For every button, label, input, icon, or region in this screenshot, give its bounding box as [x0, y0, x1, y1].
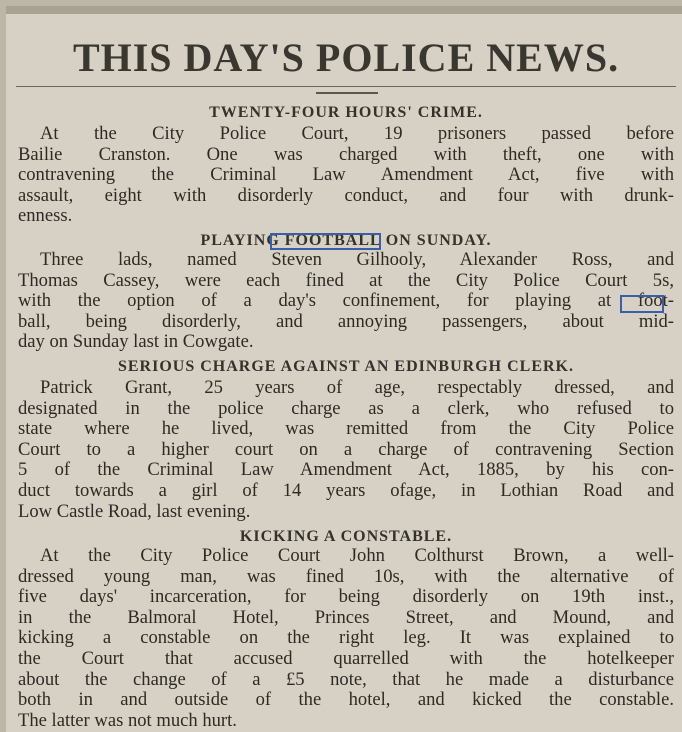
text-line: both in and outside of the hotel, and kicked the constable.: [18, 689, 674, 711]
article-body-clerk: [18, 378, 674, 522]
text-line: At the City Police Court John Colthurst Brown, a well-: [40, 545, 674, 566]
text-line: ball, being disorderly, and annoying passengers, about mid-: [18, 310, 674, 332]
article-body-constable: [18, 546, 674, 731]
text-line: Three lads, named Steven Gilhooly, Alexander Ross, and: [40, 249, 674, 270]
text-line: in the Balmoral Hotel, Princes Street, and Mound, and: [18, 606, 674, 628]
text-line: with the option of a day's confinement, for playing at foot-: [18, 290, 674, 312]
text-line: 5 of the Criminal Law Amendment Act, 1885, by his con-: [18, 459, 674, 481]
text-line: duct towards a girl of 14 years ofage, in Lothian Road and: [18, 479, 674, 501]
text-line: day on Sunday last in Cowgate.: [18, 331, 254, 353]
text-line: Patrick Grant, 25 years of age, respectably dressed, and: [40, 377, 674, 398]
text-line: the Court that accused quarrelled with the hotelkeeper: [18, 647, 674, 669]
text-line: enness.: [18, 205, 73, 227]
text-line: five days' incarceration, for being disorderly on 19th inst.,: [18, 586, 674, 608]
article-heading-clerk: SERIOUS CHARGE AGAINST AN EDINBURGH CLERK.: [117, 358, 574, 375]
article-heading-constable: KICKING A CONSTABLE.: [239, 528, 453, 545]
text-line: At the City Police Court, 19 prisoners passed before: [40, 123, 674, 144]
article-heading-crime: TWENTY-FOUR HOURS' CRIME.: [209, 104, 483, 121]
text-line: Bailie Cranston. One was charged with theft, one with: [18, 143, 674, 165]
text-line: assault, eight with disorderly conduct, and four with drunk-: [18, 184, 674, 206]
article-body-football: [18, 250, 674, 353]
text-line: contravening the Criminal Law Amendment Act, five with: [18, 164, 674, 186]
text-line: kicking a constable on the right leg. It was explained to: [18, 627, 674, 649]
search-highlight-foot[interactable]: [620, 295, 664, 313]
text-line: about the change of a £5 note, that he made a disturbance: [18, 668, 674, 690]
article-heading-football: PLAYING FOOTBALL ON SUNDAY.: [200, 232, 492, 249]
text-line: Low Castle Road, last evening.: [18, 500, 251, 522]
search-highlight-football[interactable]: [270, 233, 381, 250]
text-line: state where he lived, was remitted from the City Police: [18, 418, 674, 440]
text-line: Court to a higher court on a charge of contravening Section: [18, 438, 674, 460]
text-line: designated in the police charge as a clerk, who refused to: [18, 397, 674, 419]
title-divider: [16, 86, 676, 87]
center-divider: [316, 92, 378, 94]
text-line: dressed young man, was fined 10s, with the alternative of: [18, 565, 674, 587]
article-body-crime: [18, 124, 674, 227]
text-line: The latter was not much hurt.: [18, 709, 237, 731]
text-line: Thomas Cassey, were each fined at the City Police Court 5s,: [18, 269, 674, 291]
page-title: THIS DAY'S POLICE NEWS.: [72, 35, 620, 80]
paper-top-edge: [6, 6, 682, 14]
